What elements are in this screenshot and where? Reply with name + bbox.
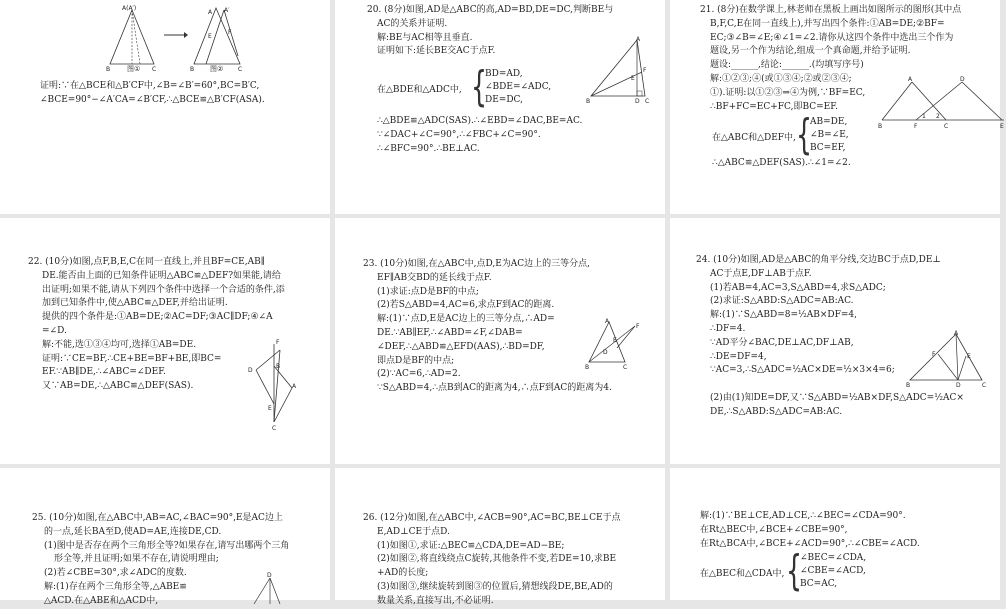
text-line: 20. (8分)如图,AD是△ABC的高,AD=BD,DE=DC,判断BE与	[367, 5, 614, 15]
equation: BC=EF,	[810, 143, 846, 153]
label-D: D	[603, 349, 608, 356]
label-1: 1	[922, 113, 926, 120]
system-intro: 在△BEC和△CDA中,	[700, 569, 785, 579]
text-line: DE.∵AB∥EF,∴∠ABD=∠F,∠DAB=	[377, 327, 523, 338]
equation: ∠BEC=∠CDA,	[800, 553, 867, 563]
answer-panel-27	[670, 468, 1000, 600]
text-line: (2)若∠CBE=30°,求∠ADC的度数.	[44, 568, 187, 579]
text-line: +AD的长度;	[377, 568, 429, 579]
brace: {	[796, 110, 813, 159]
text-line: 解:①②③;④(或①③④;②或②③④;	[710, 73, 852, 84]
label-E: E	[268, 405, 272, 412]
system-intro: 在△BDE和△ADC中,	[377, 85, 462, 95]
label-E: E	[613, 337, 617, 344]
label-B: B	[106, 66, 111, 73]
text-line: (2)由(1)知DE=DF,又∵S△ABD=½AB×DF,S△ADC=½AC×	[710, 392, 964, 403]
text-block	[40, 80, 330, 108]
text-line: (2)如图②,将直线绕点C旋转,其他条件不变,若DE=10,求BE	[377, 554, 617, 565]
label-A: A	[908, 76, 913, 83]
text-line: 题设,另一个作为结论,组成一个真命题,并给予证明.	[710, 46, 911, 57]
answer-panel-19	[0, 0, 330, 214]
label-E: E	[631, 75, 635, 82]
text-line: 解:(1)∵点D,E是AC边上的三等分点,∴AD=	[377, 314, 555, 325]
label-B: B	[586, 98, 591, 105]
label-E: E	[1000, 123, 1004, 130]
text-line: (1)图中是否存在两个三角形全等?如果存在,请写出哪两个三角	[44, 540, 290, 551]
text-line: DE.能否由上面的已知条件证明△ABC≌△DEF?如果能,请给	[42, 270, 281, 281]
label-B: B	[906, 382, 911, 389]
answer-panel-26	[335, 468, 665, 606]
label-A: A	[954, 330, 959, 337]
text-line: 加到已知条件中,使△ABC≌△DEF,并给出证明.	[42, 298, 228, 309]
text-line: (2)∵AC=6,∴AD=2.	[377, 369, 461, 380]
text-block	[363, 512, 665, 609]
answer-panel-24	[670, 218, 1000, 464]
label-A-prime: A′	[224, 7, 230, 14]
text-line: 证明:∵在△BCE和△B′CF中,∠B=∠B′=60°,BC=B′C,	[40, 81, 260, 91]
text-line: ∠DEF,∴△ABD≌△EFD(AAS),∴BD=DF,	[377, 341, 545, 352]
label-B: B	[276, 363, 281, 370]
label-C: C	[272, 425, 277, 432]
label-F: F	[914, 123, 918, 130]
figure-caption-2: 图②	[210, 65, 224, 73]
text-line: DE,∴S△ABD:S△ADC=AB:AC.	[710, 406, 843, 417]
label-B: B	[878, 123, 883, 130]
label-C: C	[152, 66, 157, 73]
text-line: 出证明;如果不能,请从下列四个条件中选择一个合适的条件,添	[42, 284, 285, 295]
text-line: E,AD⊥CE于点D.	[377, 526, 450, 537]
text-line: (1)如图①,求证:△BEC≌△CDA,DE=AD−BE;	[377, 540, 565, 551]
text-line: ∵S△ABD=4,∴点B到AC的距离为4,∴点F到AC的距离为4.	[377, 383, 612, 394]
equation: DE=DC,	[485, 95, 523, 105]
equation: ∠CBE=∠ACD,	[800, 566, 866, 576]
label-A: A(A′)	[122, 5, 137, 12]
text-line: ∵AC=3,∴S△ADC=½AC×DE=½×3×4=6;	[710, 365, 895, 376]
label-D: D	[956, 382, 961, 389]
label-2: 2	[936, 113, 940, 120]
text-line: 25. (10分)如图,在△ABC中,AB=AC,∠BAC=90°,E是AC边上	[32, 513, 283, 523]
text-line: 证明如下:延长BE交AC于点F.	[377, 46, 496, 57]
brace: {	[471, 62, 488, 111]
text-line: 24. (10分)如图,AD是△ABC的角平分线,交边BC于点D,DE⊥	[696, 255, 941, 265]
text-line: (2)若S△ABD=4,AC=6,求点F到AC的距离.	[377, 300, 555, 311]
text-line: ①).证明:以①②③⇒④为例,∵BF=EC,	[710, 87, 866, 98]
text-line: 解:(1)∵S△ABD=8=½AB×DF=4,	[710, 310, 857, 321]
text-line: 26. (12分)如图,在△ABC中,∠ACB=90°,AC=BC,BE⊥CE于点	[363, 513, 621, 523]
text-line: ∴∠BFC=90°.∴BE⊥AC.	[377, 143, 480, 154]
text-line: ∵AD平分∠BAC,DE⊥AC,DF⊥AB,	[710, 337, 854, 348]
answer-panel-20	[335, 0, 665, 214]
label-C: C	[238, 66, 243, 73]
label-B: B	[585, 364, 590, 371]
text-line: ∴DF=4.	[710, 323, 746, 334]
text-line: 解:(1)∵BE⊥CE,AD⊥CE,∴∠BEC=∠CDA=90°.	[700, 511, 906, 521]
arrow-icon	[162, 30, 188, 40]
text-line: 在Rt△BEC中,∠BCE+∠CBE=90°,	[700, 524, 848, 535]
equation: ∠BDE=∠ADC,	[485, 82, 552, 92]
text-line: (3)如图③,继续旋转到图③的位置后,猜想线段DE,BE,AD的	[377, 581, 613, 592]
text-line: △ACD.在△ABE和△ACD中,	[44, 595, 159, 606]
label-F: F	[643, 67, 647, 74]
text-line: 证明:∵CE=BF,∴CE+BE=BF+BE,即BC=	[42, 353, 222, 364]
figure-21	[876, 74, 1006, 130]
equation-system	[485, 68, 551, 107]
text-line: 21. (8分)在数学课上,林老师在黑板上画出如图所示的图形(其中点	[700, 5, 962, 15]
label-E: E	[208, 33, 212, 40]
answer-panel-21	[670, 0, 1004, 214]
equation: BD=AD,	[485, 69, 523, 79]
label-D: D	[267, 572, 272, 579]
text-line: ∴△ABC≌△DEF(SAS).∴∠1=∠2.	[712, 158, 851, 168]
text-line: ∵∠DAC+∠C=90°,∴∠FBC+∠C=90°.	[377, 129, 541, 140]
label-C: C	[645, 98, 650, 105]
text-block	[700, 510, 1000, 551]
label-A: A	[208, 9, 213, 16]
label-D: D	[960, 76, 965, 83]
text-line: 在Rt△BCA中,∠BCE+∠ACD=90°,∴∠CBE=∠ACD.	[700, 538, 920, 549]
text-line: 23. (10分)如图,在△ABC中,点D,E为AC边上的三等分点,	[363, 259, 591, 269]
text-line: (1)求证:点D是BF的中点;	[377, 286, 479, 297]
label-F: F	[228, 29, 232, 36]
equation-system	[810, 116, 849, 155]
figure-caption-1: 图①	[127, 65, 141, 73]
label-F: F	[636, 323, 640, 330]
text-line: AC于点E,DF⊥AB于点F.	[710, 268, 812, 279]
equation: AB=DE,	[810, 117, 848, 127]
label-A: A	[636, 36, 641, 43]
text-line: 22. (10分)如图,点F,B,E,C在同一直线上,并且BF=CE,AB∥	[28, 257, 265, 267]
text-line: 解:BE与AC相等且垂直.	[377, 32, 473, 43]
text-line: 提供的四个条件是:①AB=DE;②AC=DF;③AC∥DF;④∠A	[42, 312, 273, 323]
label-D: D	[248, 367, 253, 374]
figure-24	[906, 330, 990, 390]
figure-23	[585, 318, 645, 370]
equation-system	[800, 552, 866, 591]
label-F: F	[932, 351, 936, 358]
equation: BC=AC,	[800, 579, 838, 589]
label-A: A	[292, 383, 297, 390]
label-E: E	[967, 353, 971, 360]
text-block	[377, 115, 665, 156]
label-B: B	[190, 66, 195, 73]
text-line: ∴BF+FC=EC+FC,即BC=EF.	[710, 101, 838, 112]
label-C: C	[944, 123, 949, 130]
text-line: EF∥AB交BD的延长线于点F.	[377, 272, 492, 283]
label-D: D	[635, 98, 640, 105]
figure-20	[585, 36, 665, 106]
text-line: ∴△BDE≌△ADC(SAS).∴∠EBD=∠DAC,BE=AC.	[377, 116, 583, 126]
text-line: ∠BCE=90°−∠A′CA=∠B′CF,∴△BCE≌△B′CF(ASA).	[40, 94, 265, 105]
answer-panel-25	[0, 468, 330, 606]
text-line: 数量关系,直接写出,不必证明.	[377, 595, 494, 606]
text-line: 题设:______,结论:______.(均填写序号)	[710, 60, 864, 71]
answer-panel-23	[335, 218, 665, 464]
text-line: (1)若AB=4,AC=3,S△ABD=4,求S△ADC;	[710, 282, 886, 293]
text-line: (2)求证:S△ABD:S△ADC=AB:AC.	[710, 296, 854, 307]
label-F: F	[276, 339, 280, 346]
text-line: 又∵AB=DE,∴△ABC≌△DEF(SAS).	[42, 381, 194, 392]
text-line: 形全等,并且证明;如果不存在,请说明理由;	[54, 554, 219, 565]
figure-22	[240, 336, 300, 432]
text-line: 解:不能,选①③④均可,选择①AB=DE.	[42, 339, 197, 350]
brace: {	[786, 546, 803, 595]
text-line: ∴DE=DF=4,	[710, 351, 767, 362]
text-line: B,F,C,E在同一直线上),并写出四个条件:①AB=DE;②BF=	[710, 18, 945, 29]
figure-25	[250, 568, 290, 604]
text-line: AC的关系并证明.	[377, 18, 448, 29]
text-line: 即点D是BF的中点;	[377, 355, 455, 366]
answer-panel-22	[0, 218, 330, 464]
equation: ∠B=∠E,	[810, 130, 849, 140]
text-block	[712, 157, 1000, 171]
label-A: A	[605, 318, 610, 325]
label-C: C	[982, 382, 987, 389]
text-line: =∠D.	[42, 325, 67, 336]
text-line: 的一点,延长BA至D,使AD=AE,连接DE,CD.	[44, 526, 222, 537]
text-line: EC;③∠B=∠E;④∠1=∠2.请你从这四个条件中选出三个作为	[710, 32, 954, 43]
label-C: C	[623, 364, 628, 371]
text-line: 解:(1)存在两个三角形全等,△ABE≌	[44, 581, 187, 592]
text-line: EF.∵AB∥DE,∴∠ABC=∠DEF.	[42, 367, 166, 378]
system-intro: 在△ABC和△DEF中,	[712, 133, 796, 143]
